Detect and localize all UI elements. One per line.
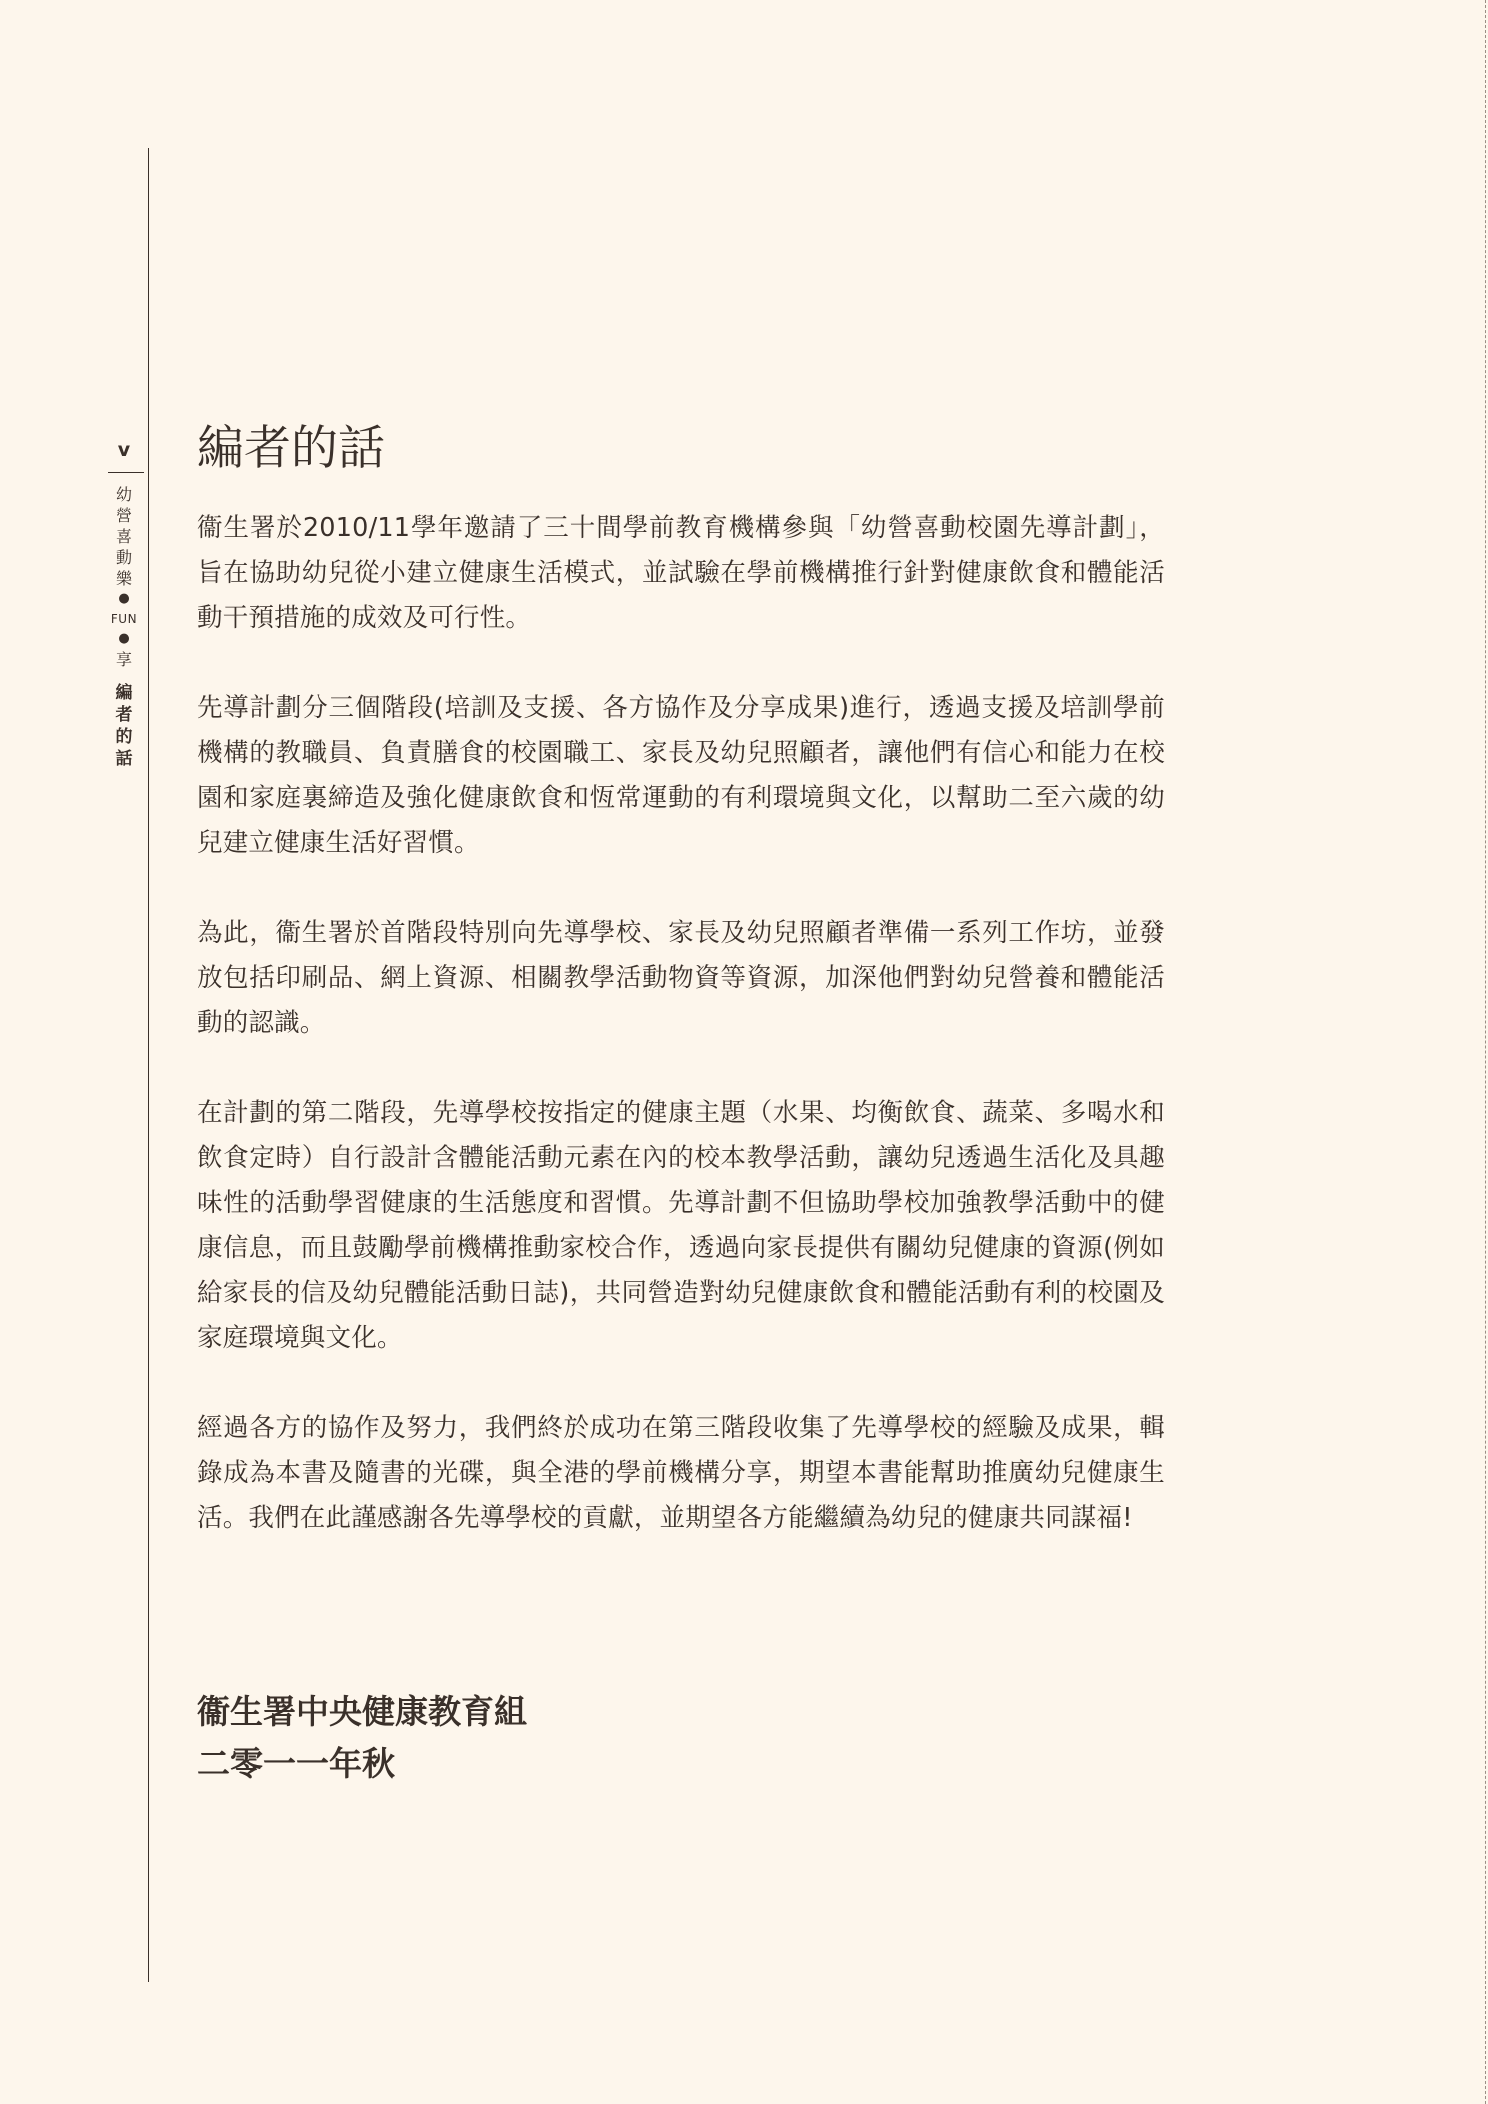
paragraph: 為此，衞生署於首階段特別向先導學校、家長及幼兒照顧者準備一系列工作坊，並發放包括印刷品、網上資源、相關教學活動物資等資源，加深他們對幼兒營養和體能活動的認識。 bbox=[197, 918, 1165, 1038]
section-label-char: 的 bbox=[115, 727, 133, 747]
running-header-char: 營 bbox=[115, 506, 132, 525]
page-edge-dashed-line bbox=[1485, 0, 1486, 2104]
signature-organization: 衞生署中央健康教育組 bbox=[197, 1692, 527, 1731]
section-label-char: 編 bbox=[115, 683, 133, 703]
signature-block bbox=[197, 1686, 527, 1790]
running-header-char: 喜 bbox=[115, 527, 132, 546]
signature-date: 二零一一年秋 bbox=[197, 1744, 395, 1783]
running-header-fun: FUN bbox=[110, 612, 138, 626]
paragraph: 衞生署於2010/11學年邀請了三十間學前教育機構參與「幼營喜動校園先導計劃」，旨在協助幼兒從小建立健康生活模式，並試驗在學前機構推行針對健康飲食和體能活動干預措施的成效及可行性。 bbox=[197, 513, 1165, 633]
page-number: v bbox=[117, 439, 131, 461]
running-header-vertical bbox=[108, 484, 140, 770]
section-label-char: 話 bbox=[115, 749, 133, 769]
running-header-share: 享 bbox=[115, 650, 132, 669]
paragraph: 先導計劃分三個階段(培訓及支援、各方協作及分享成果)進行，透過支援及培訓學前機構的教職員、負責膳食的校園職工、家長及幼兒照顧者，讓他們有信心和能力在校園和家庭裏締造及強化健康飲食和恆常運動的有利環境與文化，以幫助二至六歲的幼兒建立健康生活好習慣。 bbox=[197, 693, 1165, 858]
page-number-divider bbox=[108, 472, 144, 473]
margin-vertical-rule bbox=[148, 148, 149, 1982]
paragraph: 經過各方的協作及努力，我們終於成功在第三階段收集了先導學校的經驗及成果，輯錄成為本書及隨書的光碟，與全港的學前機構分享，期望本書能幫助推廣幼兒健康生活。我們在此謹感謝各先導學校的貢獻，並期望各方能繼續為幼兒的健康共同謀福! bbox=[197, 1413, 1165, 1533]
paragraph: 在計劃的第二階段，先導學校按指定的健康主題（水果、均衡飲食、蔬菜、多喝水和飲食定時）自行設計含體能活動元素在內的校本教學活動，讓幼兒透過生活化及具趣味性的活動學習健康的生活態度和習慣。先導計劃不但協助學校加強教學活動中的健康信息，而且鼓勵學前機構推動家校合作，透過向家長提供有關幼兒健康的資源(例如給家長的信及幼兒體能活動日誌)，共同營造對幼兒健康飲食和體能活動有利的校園及家庭環境與文化。 bbox=[197, 1098, 1165, 1353]
page-title: 編者的話 bbox=[197, 421, 385, 476]
bullet-separator: ● bbox=[118, 591, 130, 606]
body-text bbox=[197, 506, 1165, 1586]
running-header-char: 樂 bbox=[115, 569, 132, 588]
section-label-char: 者 bbox=[115, 705, 133, 725]
bullet-separator: ● bbox=[118, 631, 130, 646]
running-header-char: 動 bbox=[115, 548, 132, 567]
running-header-char: 幼 bbox=[115, 485, 132, 504]
